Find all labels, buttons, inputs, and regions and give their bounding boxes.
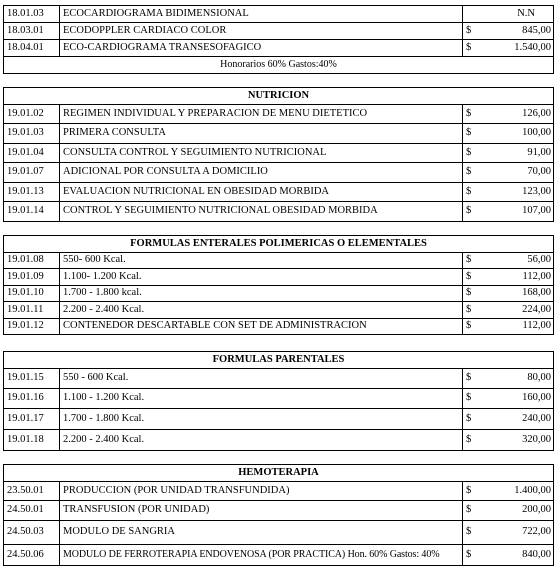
price-cell: 123,00 (499, 183, 554, 202)
price-cell: 112,00 (499, 319, 554, 335)
description-cell: CONTROL Y SEGUIMIENTO NUTRICIONAL OBESIDAD MORBIDA (60, 202, 463, 222)
price-cell: 240,00 (499, 409, 554, 430)
note-row (4, 57, 554, 74)
code-cell: 19.01.04 (4, 144, 60, 163)
price-cell: 845,00 (499, 23, 554, 40)
section-title: NUTRICION (4, 88, 554, 105)
table-row (4, 409, 554, 430)
description-cell: MODULO DE FERROTERAPIA ENDOVENOSA (POR PRACTICA) Hon. 60% Gastos: 40% (60, 545, 463, 566)
price-cell: 107,00 (499, 202, 554, 222)
table-row (4, 482, 554, 501)
currency-cell: $ (463, 389, 499, 409)
section-header-row (4, 465, 554, 482)
price-cell: 168,00 (499, 286, 554, 302)
currency-cell: $ (463, 183, 499, 202)
price-cell: 100,00 (499, 124, 554, 144)
currency-cell: $ (463, 124, 499, 144)
description-cell: 1.100 - 1.200 Kcal. (60, 389, 463, 409)
currency-cell: $ (463, 23, 499, 40)
ecocardiografia-table (3, 5, 554, 74)
code-cell: 19.01.11 (4, 302, 60, 319)
price-cell: 224,00 (499, 302, 554, 319)
currency-cell: $ (463, 545, 499, 566)
price-cell: 840,00 (499, 545, 554, 566)
description-cell: TRANSFUSION (POR UNIDAD) (60, 501, 463, 521)
section-title: FORMULAS ENTERALES POLIMERICAS O ELEMENTALES (4, 236, 554, 253)
code-cell: 19.01.14 (4, 202, 60, 222)
description-cell: EVALUACION NUTRICIONAL EN OBESIDAD MORBIDA (60, 183, 463, 202)
table-row (4, 202, 554, 222)
code-cell: 19.01.16 (4, 389, 60, 409)
table-row (4, 545, 554, 566)
currency-cell: $ (463, 521, 499, 545)
table-row (4, 369, 554, 389)
currency-cell: $ (463, 144, 499, 163)
price-cell: 722,00 (499, 521, 554, 545)
price-cell: 112,00 (499, 269, 554, 286)
description-cell: 1.700 - 1.800 kcal. (60, 286, 463, 302)
price-cell: 320,00 (499, 430, 554, 451)
currency-cell: $ (463, 501, 499, 521)
code-cell: 19.01.08 (4, 253, 60, 269)
code-cell: 19.01.09 (4, 269, 60, 286)
price-cell: 70,00 (499, 163, 554, 183)
code-cell: 19.01.03 (4, 124, 60, 144)
table-row (4, 430, 554, 451)
table-row (4, 269, 554, 286)
price-cell: 80,00 (499, 369, 554, 389)
code-cell: 19.01.13 (4, 183, 60, 202)
table-row (4, 253, 554, 269)
table-row (4, 521, 554, 545)
table-row (4, 6, 554, 23)
code-cell: 24.50.01 (4, 501, 60, 521)
section-header-row (4, 236, 554, 253)
description-cell: 550- 600 Kcal. (60, 253, 463, 269)
currency-cell: $ (463, 369, 499, 389)
currency-cell: $ (463, 286, 499, 302)
code-cell: 24.50.06 (4, 545, 60, 566)
description-cell: CONSULTA CONTROL Y SEGUIMIENTO NUTRICIONAL (60, 144, 463, 163)
price-cell: N.N (463, 6, 554, 23)
code-cell: 19.01.17 (4, 409, 60, 430)
table-row (4, 163, 554, 183)
description-cell: MODULO DE SANGRIA (60, 521, 463, 545)
table-row (4, 40, 554, 57)
description-cell: 550 - 600 Kcal. (60, 369, 463, 389)
table-row (4, 23, 554, 40)
currency-cell: $ (463, 269, 499, 286)
price-cell: 56,00 (499, 253, 554, 269)
description-cell: 1.100- 1.200 Kcal. (60, 269, 463, 286)
nutricion-table (3, 87, 554, 222)
price-cell: 1.540,00 (499, 40, 554, 57)
price-cell: 200,00 (499, 501, 554, 521)
currency-cell: $ (463, 163, 499, 183)
description-cell: REGIMEN INDIVIDUAL Y PREPARACION DE MENU DIETETICO (60, 105, 463, 124)
description-cell: ECO-CARDIOGRAMA TRANSESOFAGICO (60, 40, 463, 57)
code-cell: 23.50.01 (4, 482, 60, 501)
section-header-row (4, 352, 554, 369)
table-row (4, 501, 554, 521)
currency-cell: $ (463, 202, 499, 222)
price-cell: 160,00 (499, 389, 554, 409)
currency-cell: $ (463, 40, 499, 57)
hemoterapia-table (3, 464, 554, 566)
currency-cell: $ (463, 302, 499, 319)
currency-cell: $ (463, 409, 499, 430)
description-cell: ADICIONAL POR CONSULTA A DOMICILIO (60, 163, 463, 183)
table-row (4, 124, 554, 144)
currency-cell: $ (463, 105, 499, 124)
enterales-table (3, 235, 554, 335)
table-row (4, 319, 554, 335)
code-cell: 19.01.15 (4, 369, 60, 389)
section-header-row (4, 88, 554, 105)
currency-cell: $ (463, 482, 499, 501)
currency-cell: $ (463, 430, 499, 451)
section-title: HEMOTERAPIA (4, 465, 554, 482)
description-cell: ECODOPPLER CARDIACO COLOR (60, 23, 463, 40)
table-row (4, 389, 554, 409)
code-cell: 19.01.18 (4, 430, 60, 451)
code-cell: 18.01.03 (4, 6, 60, 23)
table-row (4, 286, 554, 302)
price-cell: 1.400,00 (499, 482, 554, 501)
code-cell: 19.01.10 (4, 286, 60, 302)
description-cell: 2.200 - 2.400 Kcal. (60, 302, 463, 319)
currency-cell: $ (463, 319, 499, 335)
table-row (4, 144, 554, 163)
description-cell: 2.200 - 2.400 Kcal. (60, 430, 463, 451)
description-cell: ECOCARDIOGRAMA BIDIMENSIONAL (60, 6, 463, 23)
currency-cell: $ (463, 253, 499, 269)
description-cell: 1.700 - 1.800 Kcal. (60, 409, 463, 430)
code-cell: 18.03.01 (4, 23, 60, 40)
code-cell: 24.50.03 (4, 521, 60, 545)
price-cell: 91,00 (499, 144, 554, 163)
code-cell: 18.04.01 (4, 40, 60, 57)
parentales-table (3, 351, 554, 451)
code-cell: 19.01.02 (4, 105, 60, 124)
description-cell: PRODUCCION (POR UNIDAD TRANSFUNDIDA) (60, 482, 463, 501)
code-cell: 19.01.12 (4, 319, 60, 335)
table-row (4, 183, 554, 202)
table-row (4, 302, 554, 319)
fees-note: Honorarios 60% Gastos:40% (4, 57, 554, 74)
section-title: FORMULAS PARENTALES (4, 352, 554, 369)
description-cell: PRIMERA CONSULTA (60, 124, 463, 144)
price-cell: 126,00 (499, 105, 554, 124)
table-row (4, 105, 554, 124)
code-cell: 19.01.07 (4, 163, 60, 183)
description-cell: CONTENEDOR DESCARTABLE CON SET DE ADMINISTRACION (60, 319, 463, 335)
